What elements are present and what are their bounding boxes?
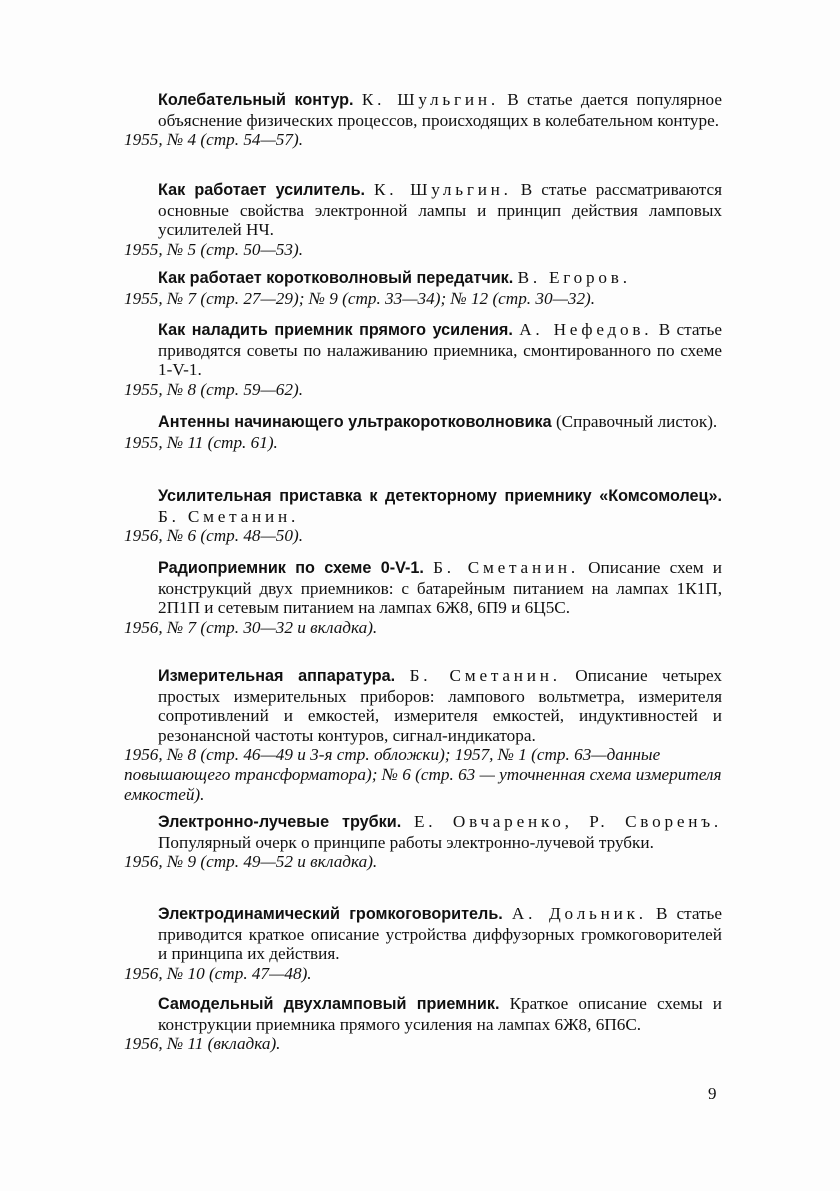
entry-receiver-setup	[118, 320, 722, 399]
entry-crt-tubes	[118, 812, 722, 872]
entry-title: Усилительная приставка к детекторному приемнику «Комсомолец».	[158, 487, 722, 505]
entry-reference: 1955, № 8 (стр. 59—62).	[124, 379, 303, 399]
entry-reference: 1955, № 4 (стр. 54—57).	[124, 130, 303, 150]
entry-reference: 1956, № 7 (стр. 30—32 и вкладка).	[124, 617, 378, 637]
entry-description: Краткое описание схемы и конструкции приемника прямого усиления на лампах 6Ж8, 6П6С.	[158, 994, 722, 1034]
entry-title: Антенны начинающего ультракоротковолновика	[158, 413, 552, 431]
entry-title: Как работает усилитель.	[158, 181, 366, 199]
entry-radio-receiver-0v1	[118, 558, 722, 637]
entry-author: А. Нефедов.	[519, 320, 653, 339]
entry-description: (Справочный листок).	[555, 412, 718, 431]
entry-description: Описание четырех простых измерительных приборов: лампового вольтметра, измерителя сопротивлений и емкостей, измерителя емкостей, индуктивностей и резонансной частоты контуров, сигнал-индикатора.	[158, 666, 722, 745]
entry-amplifier-attachment	[118, 486, 722, 546]
entry-amplifier	[118, 180, 722, 259]
entry-author: Б. Сметанин.	[433, 558, 579, 577]
entry-title: Электродинамический громкоговоритель.	[158, 905, 503, 923]
entry-author: А. Дольник.	[511, 904, 647, 923]
entry-oscillating-circuit	[118, 90, 722, 150]
entry-author: К. Шульгин.	[361, 90, 499, 109]
entry-author: В. Егоров.	[517, 268, 631, 287]
entry-description: В статье приводятся советы по налаживанию приемника, смонтированного по схеме 1-V-1.	[158, 320, 722, 380]
entry-measuring-equipment	[118, 666, 722, 804]
entry-reference: 1956, № 9 (стр. 49—52 и вкладка).	[124, 852, 378, 872]
page-number: 9	[708, 1084, 717, 1103]
entry-author: Б. Сметанин.	[158, 506, 300, 526]
entry-description: В статье приводится краткое описание устройства диффузорных громкоговорителей и принципа их действия.	[158, 904, 723, 964]
entry-author: К. Шульгин.	[374, 180, 512, 199]
entry-title: Самодельный двухламповый приемник.	[158, 995, 500, 1013]
entry-title: Как наладить приемник прямого усиления.	[158, 321, 513, 339]
entry-description: Описание схем и конструкций двух приемников: с батарейным питанием на лампах 1К1П, 2П1П и сетевым питанием на лампах 6Ж8, 6П9 и 6Ц5С.	[158, 558, 722, 618]
entry-reference: 1956, № 10 (стр. 47—48).	[124, 963, 312, 983]
entry-title: Колебательный контур.	[158, 91, 354, 109]
entry-author: Б. Сметанин.	[409, 666, 561, 685]
entry-reference: 1955, № 7 (стр. 27—29); № 9 (стр. 33—34); № 12 (стр. 30—32).	[124, 288, 596, 308]
entry-two-tube-receiver	[118, 994, 722, 1054]
entry-reference: 1956, № 6 (стр. 48—50).	[124, 526, 303, 546]
entry-description: В статье дается популярное объяснение физических процессов, происходящих в колебательном контуре.	[158, 90, 722, 130]
entry-description: Популярный очерк о принципе работы электронно-лучевой трубки.	[158, 832, 654, 852]
entry-title: Как работает коротковолновый передатчик.	[158, 269, 514, 287]
entry-reference: 1955, № 5 (стр. 50—53).	[124, 239, 303, 259]
entry-vhf-antennas	[118, 412, 722, 452]
entry-reference: 1956, № 8 (стр. 46—49 и 3-я стр. обложки); 1957, № 1 (стр. 63—данные повышающего трансформатора); № 6 (стр. 63 — уточненная схема измерителя емкостей).	[124, 745, 722, 804]
entry-title: Измерительная аппаратура.	[158, 667, 396, 685]
entry-shortwave-transmitter	[118, 268, 722, 308]
entry-description: В статье рассматриваются основные свойства электронной лампы и принцип действия ламповых усилителей НЧ.	[158, 180, 723, 240]
entry-reference: 1956, № 11 (вкладка).	[124, 1034, 281, 1054]
entry-title: Радиоприемник по схеме 0-V-1.	[158, 559, 424, 577]
entry-title: Электронно-лучевые трубки.	[158, 813, 402, 831]
entry-loudspeaker	[118, 904, 722, 983]
entry-author: Е. Овчаренко, Р. Своренъ.	[413, 812, 722, 831]
entry-reference: 1955, № 11 (стр. 61).	[124, 432, 278, 452]
